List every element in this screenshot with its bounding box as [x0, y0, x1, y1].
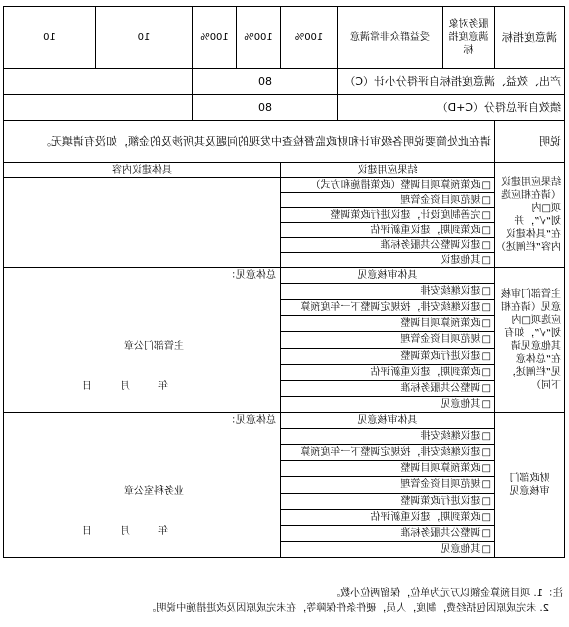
subcategory-cell: 服务对象满意度指标	[443, 7, 495, 69]
indicator-cell: 受益群众非常满意	[338, 7, 443, 69]
finance-general-opinion: 总体意见：	[226, 415, 276, 426]
explanation-text: 请在此处简要说明各级审计和财政监督检查中发现的问题及其所涉及的金额，如没有请填无。	[4, 121, 495, 163]
completion-cell: 100%	[193, 7, 237, 69]
dept-option-7[interactable]: □ 调整公共服务标准	[281, 380, 495, 396]
indicator-row	[4, 7, 565, 69]
result-option-2[interactable]: □ 规范项目资金管理	[281, 193, 495, 208]
result-use-note: （请在相应选项□内划“√”，并在“具体建议内容”栏阐述）	[495, 190, 561, 253]
result-option-3[interactable]: □ 完善制度设计，建议进行政策调整	[281, 208, 495, 223]
finance-date-month: 月	[120, 526, 130, 537]
dept-option-5[interactable]: □ 建议进行政策调整	[281, 348, 495, 364]
total-label: 绩效自评总得分（C+D）	[338, 95, 565, 121]
finance-seal: 业务科室公章	[124, 486, 184, 497]
dept-review-header-row	[4, 268, 565, 284]
finance-review-label: 财政部门审核意见	[495, 413, 565, 558]
finance-option-4[interactable]: □ 规范项目资金管理	[281, 477, 495, 493]
dept-option-1[interactable]: □ 建议继续安排	[281, 284, 495, 300]
result-use-title: 结果应用建议	[501, 177, 561, 188]
finance-date-year: 年	[158, 526, 168, 537]
dept-options-header: 具体审核意见	[281, 268, 495, 284]
dept-date-year: 年	[158, 381, 168, 392]
finance-option-5[interactable]: □ 建议进行政策调整	[281, 493, 495, 509]
total-row	[4, 95, 565, 121]
subtotal-value: 80	[193, 69, 338, 95]
finance-review-header-row	[4, 413, 565, 429]
finance-option-3[interactable]: □ 政策预算项目调整	[281, 461, 495, 477]
result-use-header-row	[4, 163, 565, 178]
total-value: 80	[193, 95, 338, 121]
dept-seal: 主管部门公章	[124, 341, 184, 352]
result-content-area[interactable]	[4, 178, 281, 268]
footnotes	[7, 586, 563, 616]
finance-option-2[interactable]: □ 建议继续安排，按规定调整下一年度预算	[281, 445, 495, 461]
result-option-6[interactable]: □ 其他建议	[281, 253, 495, 268]
dept-review-label: 主管部门审核意见（请在相应选项□内划“√”，如有其他意见请在“总体意见”栏阐述，下同）	[495, 268, 565, 413]
finance-option-8[interactable]: □ 其他意见	[281, 541, 495, 557]
result-options-header: 结果应用建议	[281, 163, 495, 178]
total-empty	[4, 95, 193, 121]
finance-option-7[interactable]: □ 调整公共服务标准	[281, 525, 495, 541]
dept-general-opinion: 总体意见：	[226, 270, 276, 281]
finance-options-header: 具体审核意见	[281, 413, 495, 429]
dept-option-3[interactable]: □ 政策预算项目调整	[281, 316, 495, 332]
dept-opinion-area[interactable]	[4, 268, 281, 413]
finance-date-day: 日	[82, 526, 92, 537]
subtotal-label: 产出、效益、满意度指标自评得分小计（C）	[338, 69, 565, 95]
result-option-5[interactable]: □ 建议调整公共服务标准	[281, 238, 495, 253]
weight-cell: 10	[96, 7, 193, 69]
subtotal-empty	[4, 69, 193, 95]
evaluation-form-table	[3, 6, 565, 558]
category-cell: 满意度指标	[495, 7, 565, 69]
footnote-2: 2. 未完成原因包括经费，制度，人员，硬件条件保障等，在未完成原因及改进措施中说明。	[146, 603, 549, 614]
result-option-row	[4, 178, 565, 193]
subtotal-row	[4, 69, 565, 95]
footnote-1: 注：1. 项目预算金额以万元为单位，保留两位小数。	[330, 588, 563, 599]
result-option-1[interactable]: □ 政策预算项目调整（政策措施和方式）	[281, 178, 495, 193]
result-use-label	[495, 163, 565, 268]
finance-date	[82, 525, 168, 538]
target-cell: 100%	[281, 7, 338, 69]
result-content-header: 具体建议内容	[4, 163, 281, 178]
dept-date-day: 日	[82, 381, 92, 392]
finance-opinion-area[interactable]	[4, 413, 281, 558]
explanation-label: 说明	[495, 121, 565, 163]
dept-date-month: 月	[120, 381, 130, 392]
result-option-4[interactable]: □ 政策到期，建议重新评估	[281, 223, 495, 238]
explanation-row	[4, 121, 565, 163]
dept-option-2[interactable]: □ 建议继续安排，按规定调整下一年度预算	[281, 300, 495, 316]
dept-option-4[interactable]: □ 规范项目资金管理	[281, 332, 495, 348]
dept-date	[82, 380, 168, 393]
actual-cell: 100%	[237, 7, 281, 69]
dept-option-6[interactable]: □ 政策到期，建议重新评估	[281, 364, 495, 380]
dept-option-8[interactable]: □ 其他意见	[281, 396, 495, 412]
score-cell: 10	[4, 7, 96, 69]
finance-option-1[interactable]: □ 建议继续安排	[281, 429, 495, 445]
finance-option-6[interactable]: □ 政策到期，建议重新评估	[281, 509, 495, 525]
